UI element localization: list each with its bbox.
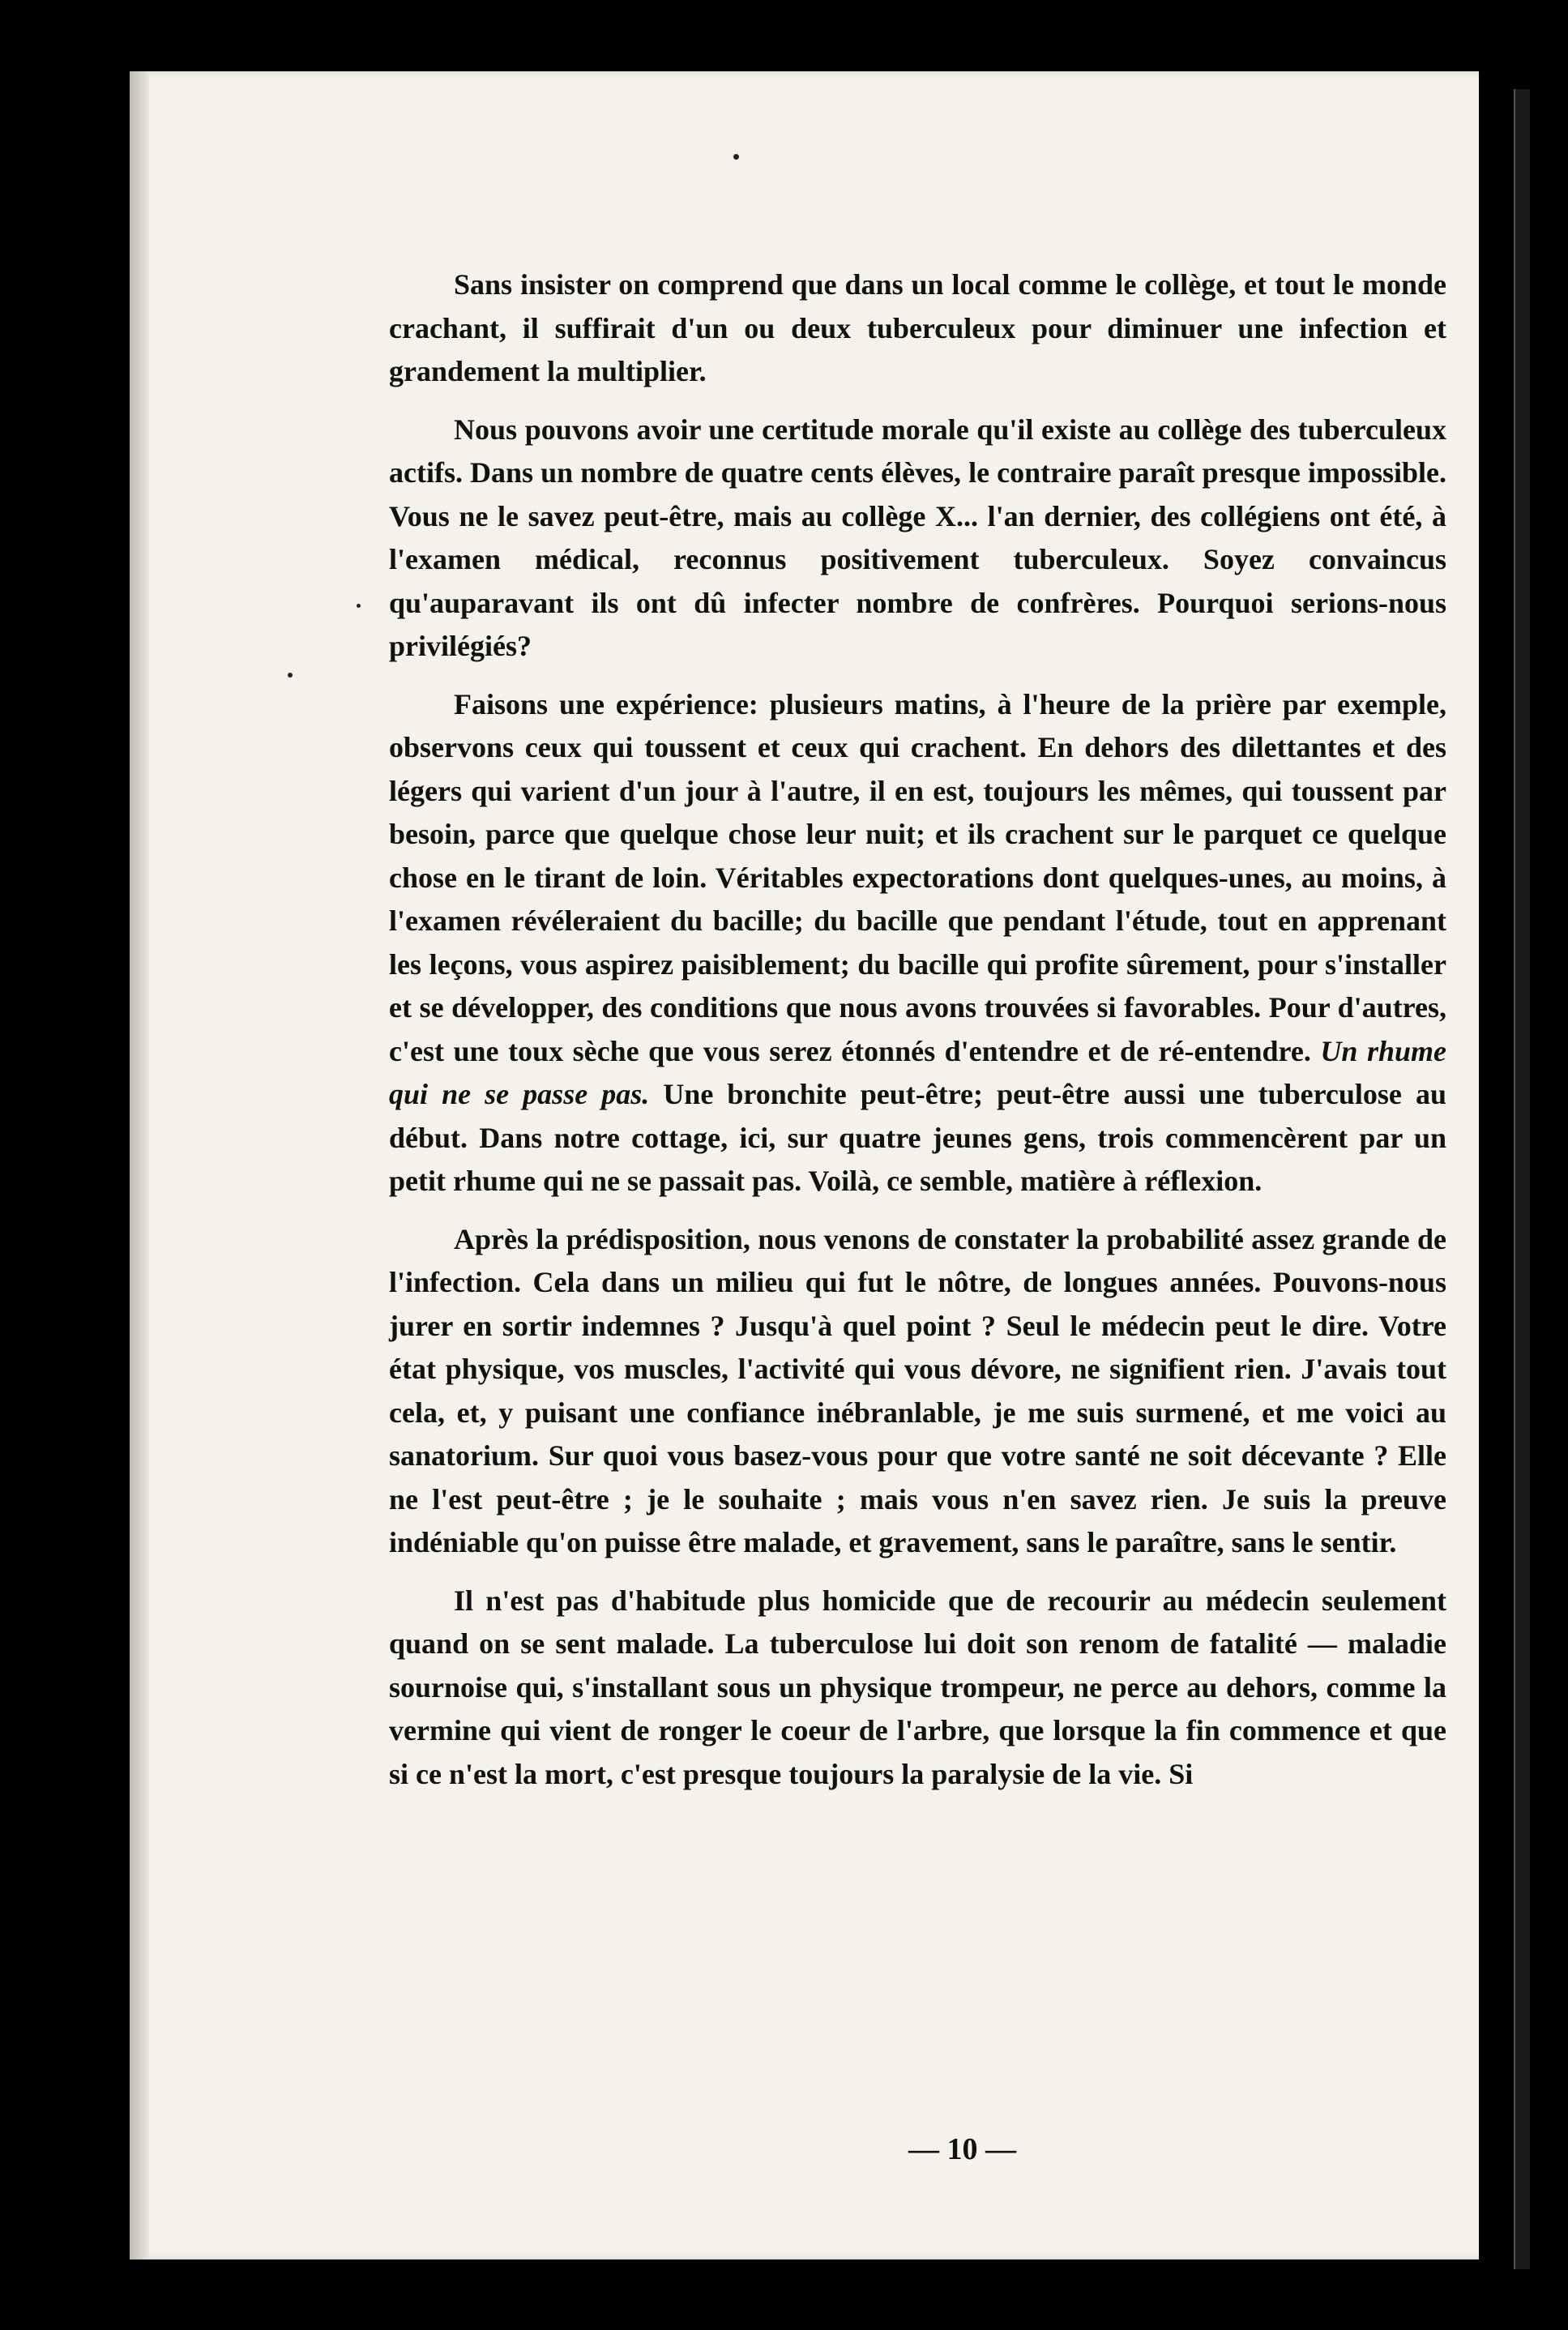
scan-speck [357,604,361,608]
paragraph-text: Faisons une expérience: plusieurs matins, à l'heure de la prière par exemple, observons ceux qui toussent et ceux qui crachent. En dehors des dilettantes et des légers qui varient d'un jour à l'autre, il en est, toujours les mêmes, qui toussent par besoin, parce que quelque chose leur nuit; et ils crachent sur le parquet ce quelque chose en le tirant de loin. Véritables expectorations dont quelques-unes, au moins, à l'examen révéleraient du bacille; du bacille que pendant l'étude, tout en apprenant les leçons, vous aspirez paisiblement; du bacille qui profite sûrement, pour s'installer et se développer, des conditions que nous avons trouvées si favorables. Pour d'autres, c'est une toux sèche que vous serez étonnés d'entendre et de ré-entendre. [389,687,1446,1067]
body-text [389,263,1446,1811]
italic-phrase: Un rhume qui ne se passe pas. [389,1034,1446,1110]
paragraph: Après la prédisposition, nous venons de constater la probabilité assez grande de l'infection. Cela dans un milieu qui fut le nôtre, de longues années. Pouvons-nous jurer en sortir indemnes ? Jusqu'à quel point ? Seul le médecin peut le dire. Votre état physique, vos muscles, l'activité qui vous dévore, ne signifient rien. J'avais tout cela, et, y puisant une confiance inébranlable, je me suis surmené, et me voici au sanatorium. Sur quoi vous basez-vous pour que votre santé ne soit décevante ? Elle ne l'est peut-être ; je le souhaite ; mais vous n'en savez rien. Je suis la preuve indéniable qu'on puisse être malade, et gravement, sans le paraître, sans le sentir. [389,1222,1446,1558]
paragraph: Nous pouvons avoir une certitude morale qu'il existe au collège des tuberculeux actifs. Dans un nombre de quatre cents élèves, le contraire paraît presque impossible. Vous ne le savez peut-être, mais au collège X... l'an dernier, des collégiens ont été, à l'examen médical, reconnus positivement tuberculeux. Soyez convaincus qu'auparavant ils ont dû infecter nombre de confrères. Pourquoi serions-nous privilégiés? [389,413,1446,662]
paragraph: Sans insister on comprend que dans un local comme le collège, et tout le monde crachant, il suffirait d'un ou deux tuberculeux pour diminuer une infection et grandement la multiplier. [389,268,1446,387]
scan-edge-strip [1514,89,1530,2269]
page-number [0,2131,1568,2167]
scan-speck [733,154,739,160]
scan-speck [288,673,293,678]
paragraph [389,683,1446,1203]
paragraph-text: Une bronchite peut-être; peut-être aussi une tuberculose au début. Dans notre cottage, ici, sur quatre jeunes gens, trois commencèrent par un petit rhume qui ne se passait pas. Voilà, ce semble, matière à réflexion. [389,1078,1446,1197]
page-number-text: — 10 — [908,2132,1016,2166]
page-binding-shadow [130,71,149,2259]
paragraph: Il n'est pas d'habitude plus homicide que de recourir au médecin seulement quand on se sent malade. La tuberculose lui doit son renom de fatalité — maladie sournoise qui, s'installant sous un physique trompeur, ne perce au dehors, comme la vermine qui vient de ronger le coeur de l'arbre, que lorsque la fin commence et que si ce n'est la mort, c'est presque toujours la paralysie de la vie. Si [389,1584,1446,1790]
